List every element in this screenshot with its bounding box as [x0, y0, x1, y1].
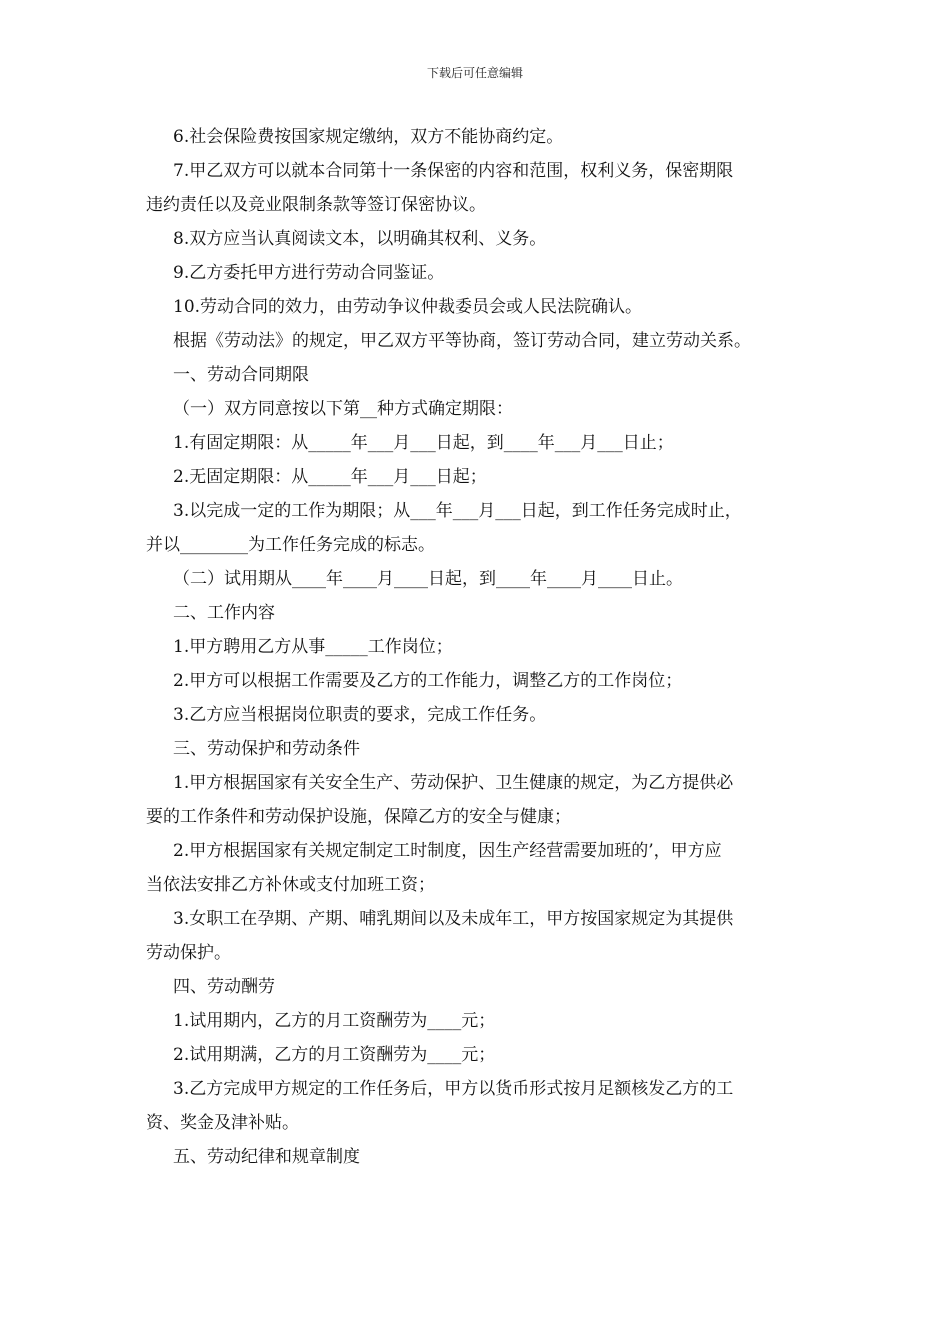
paragraph-line: 并以________为工作任务完成的标志。	[146, 535, 435, 555]
paragraph-line: 3.以完成一定的工作为期限；从___年___月___日起，到工作任务完成时止，	[173, 501, 742, 521]
paragraph-line: 1.有固定期限：从_____年___月___日起，到____年___月___日止；	[173, 433, 674, 453]
paragraph-line: 劳动保护。	[146, 943, 231, 963]
paragraph-line: 2.甲方可以根据工作需要及乙方的工作能力，调整乙方的工作岗位；	[173, 671, 683, 691]
section-heading: 四、劳动酬劳	[173, 977, 275, 997]
section-heading: 三、劳动保护和劳动条件	[173, 739, 360, 759]
paragraph-line: 1.甲方根据国家有关安全生产、劳动保护、卫生健康的规定，为乙方提供必	[173, 773, 734, 793]
paragraph-line: 6.社会保险费按国家规定缴纳，双方不能协商约定。	[173, 127, 564, 147]
page-header: 下载后可任意编辑	[426, 66, 523, 80]
paragraph-line: 8.双方应当认真阅读文本，以明确其权利、义务。	[173, 229, 547, 249]
paragraph-line: 7.甲乙双方可以就本合同第十一条保密的内容和范围，权利义务，保密期限	[173, 161, 734, 181]
section-heading: 五、劳动纪律和规章制度	[173, 1147, 360, 1167]
section-heading: 一、劳动合同期限	[173, 365, 309, 385]
paragraph-line: 1.试用期内，乙方的月工资酬劳为____元；	[173, 1011, 496, 1031]
paragraph-line: （二）试用期从____年____月____日起，到____年____月____日止。	[173, 569, 683, 589]
paragraph-line: 3.乙方应当根据岗位职责的要求，完成工作任务。	[173, 705, 547, 725]
paragraph-line: 2.无固定期限：从_____年___月___日起；	[173, 467, 487, 487]
paragraph-line: 当依法安排乙方补休或支付加班工资；	[146, 875, 435, 895]
paragraph-line: 违约责任以及竞业限制条款等签订保密协议。	[146, 195, 486, 215]
paragraph-line: 要的工作条件和劳动保护设施，保障乙方的安全与健康；	[146, 807, 571, 827]
paragraph-line: 1.甲方聘用乙方从事_____工作岗位；	[173, 637, 453, 657]
paragraph-line: 2.试用期满，乙方的月工资酬劳为____元；	[173, 1045, 496, 1065]
paragraph-line: 2.甲方根据国家有关规定制定工时制度，因生产经营需要加班的’，甲方应	[173, 841, 722, 861]
paragraph-line: 3.女职工在孕期、产期、哺乳期间以及未成年工，甲方按国家规定为其提供	[173, 909, 734, 929]
paragraph-line: 10.劳动合同的效力，由劳动争议仲裁委员会或人民法院确认。	[173, 297, 643, 317]
paragraph-line: 资、奖金及津补贴。	[146, 1113, 299, 1133]
paragraph-line: 9.乙方委托甲方进行劳动合同鉴证。	[173, 263, 445, 283]
paragraph-line: （一）双方同意按以下第__种方式确定期限：	[173, 399, 513, 419]
paragraph-line: 根据《劳动法》的规定，甲乙双方平等协商，签订劳动合同，建立劳动关系。	[173, 331, 751, 351]
paragraph-line: 3.乙方完成甲方规定的工作任务后，甲方以货币形式按月足额核发乙方的工	[173, 1079, 734, 1099]
section-heading: 二、工作内容	[173, 603, 275, 623]
